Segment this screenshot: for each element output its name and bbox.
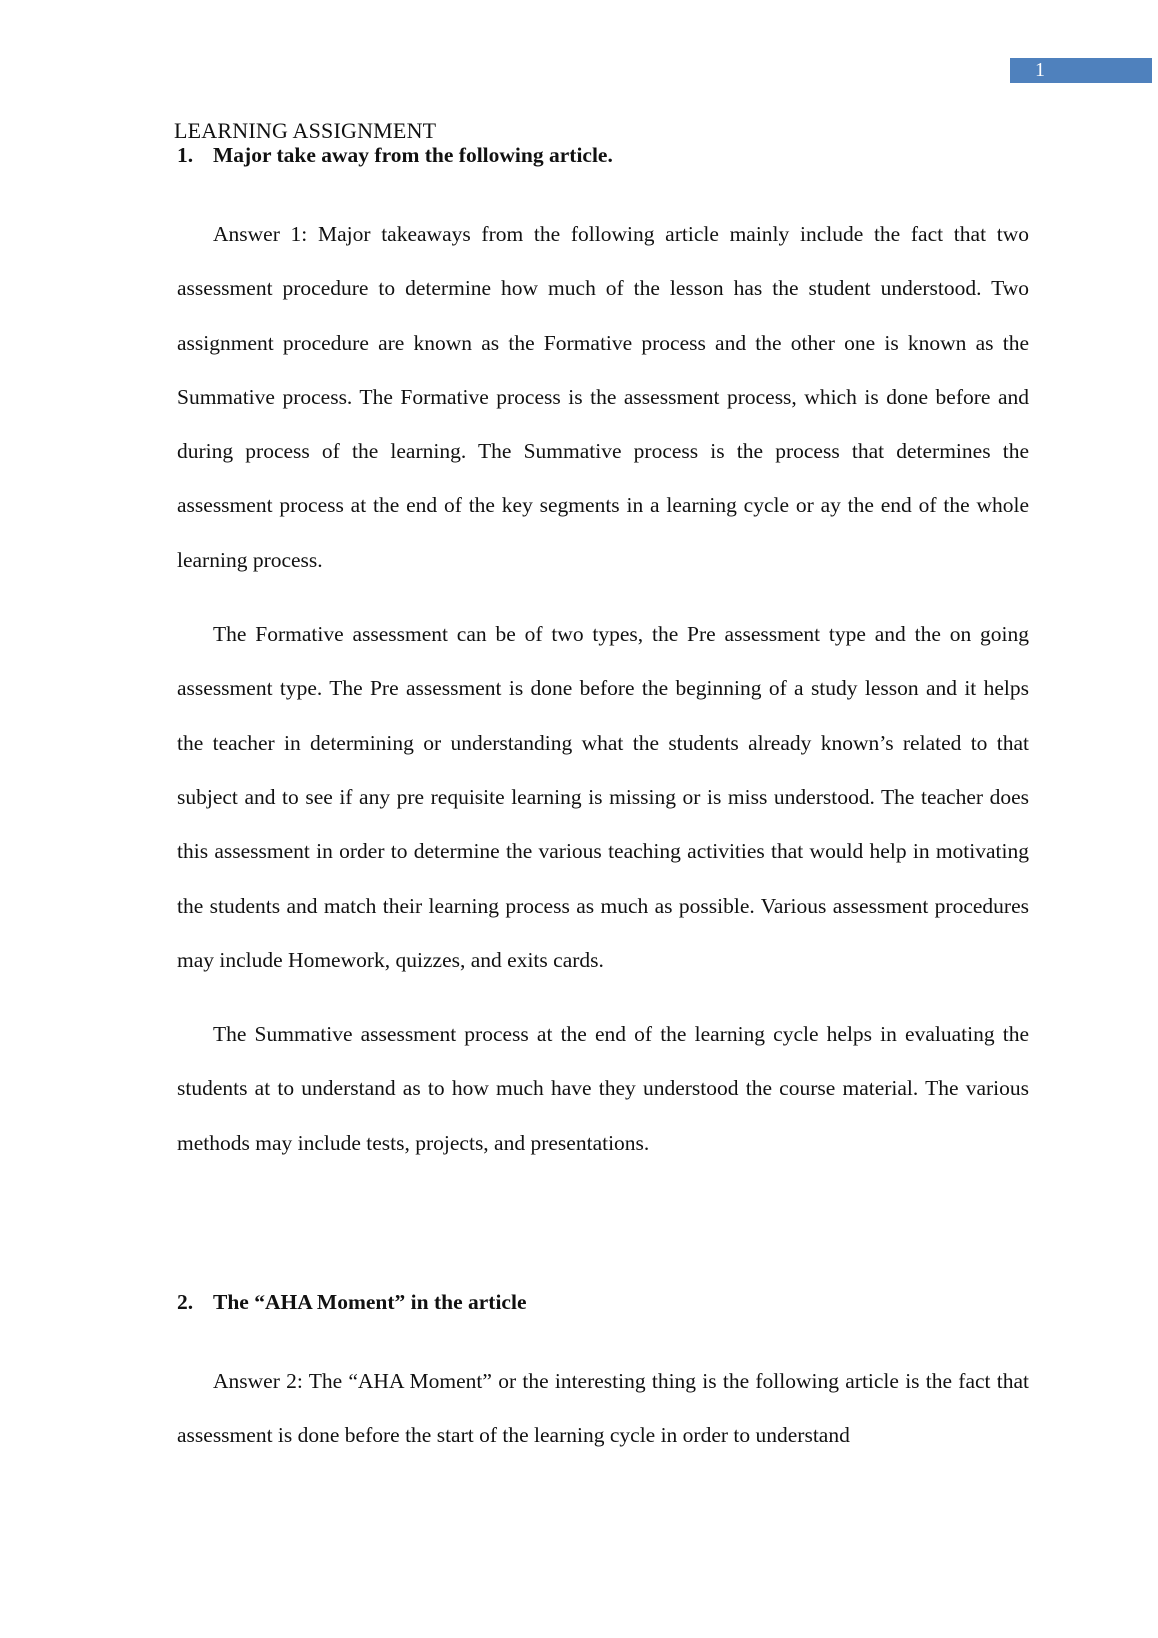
- running-title: LEARNING ASSIGNMENT: [174, 118, 437, 143]
- page-number-box: [1010, 58, 1152, 83]
- paragraph-answer-2: Answer 2: The “AHA Moment” or the interesting thing is the following article is the fact that assessment is done before the start of the learning cycle in order to understand: [177, 1369, 1029, 1448]
- section-1-heading: [177, 140, 1029, 170]
- section-1-number: 1.: [177, 143, 194, 167]
- paragraph-formative: The Formative assessment can be of two types, the Pre assessment type and the on going assessment type. The Pre assessment is done before the beginning of a study lesson and it helps the teacher in determining or understanding what the students already known’s related to that subject and to see if any pre requisite learning is missing or is miss understood. The teacher does this assessment in order to determine the various teaching activities that would help in motivating the students and match their learning process as much as possible. Various assessment procedures may include Homework, quizzes, and exits cards.: [177, 622, 1029, 972]
- page-number: 1: [1035, 59, 1045, 81]
- section-2-title: The “AHA Moment” in the article: [213, 1290, 527, 1315]
- section-2-number: 2.: [177, 1290, 194, 1315]
- paragraph-summative: The Summative assessment process at the end of the learning cycle helps in evaluating the students at to understand as to how much have they understood the course material. The various methods may include tests, projects, and presentations.: [177, 1022, 1029, 1155]
- section-1-title: Major take away from the following article.: [213, 143, 613, 167]
- paragraph-answer-1: Answer 1: Major takeaways from the following article mainly include the fact that two assessment procedure to determine how much of the lesson has the student understood. Two assignment procedure are known as the Formative process and the other one is known as the Summative process. The Formative process is the assessment process, which is done before and during process of the learning. The Summative process is the process that determines the assessment process at the end of the key segments in a learning cycle or ay the end of the whole learning process.: [177, 222, 1029, 572]
- section-2-heading: [177, 1287, 1029, 1317]
- document-body: [177, 140, 1029, 1463]
